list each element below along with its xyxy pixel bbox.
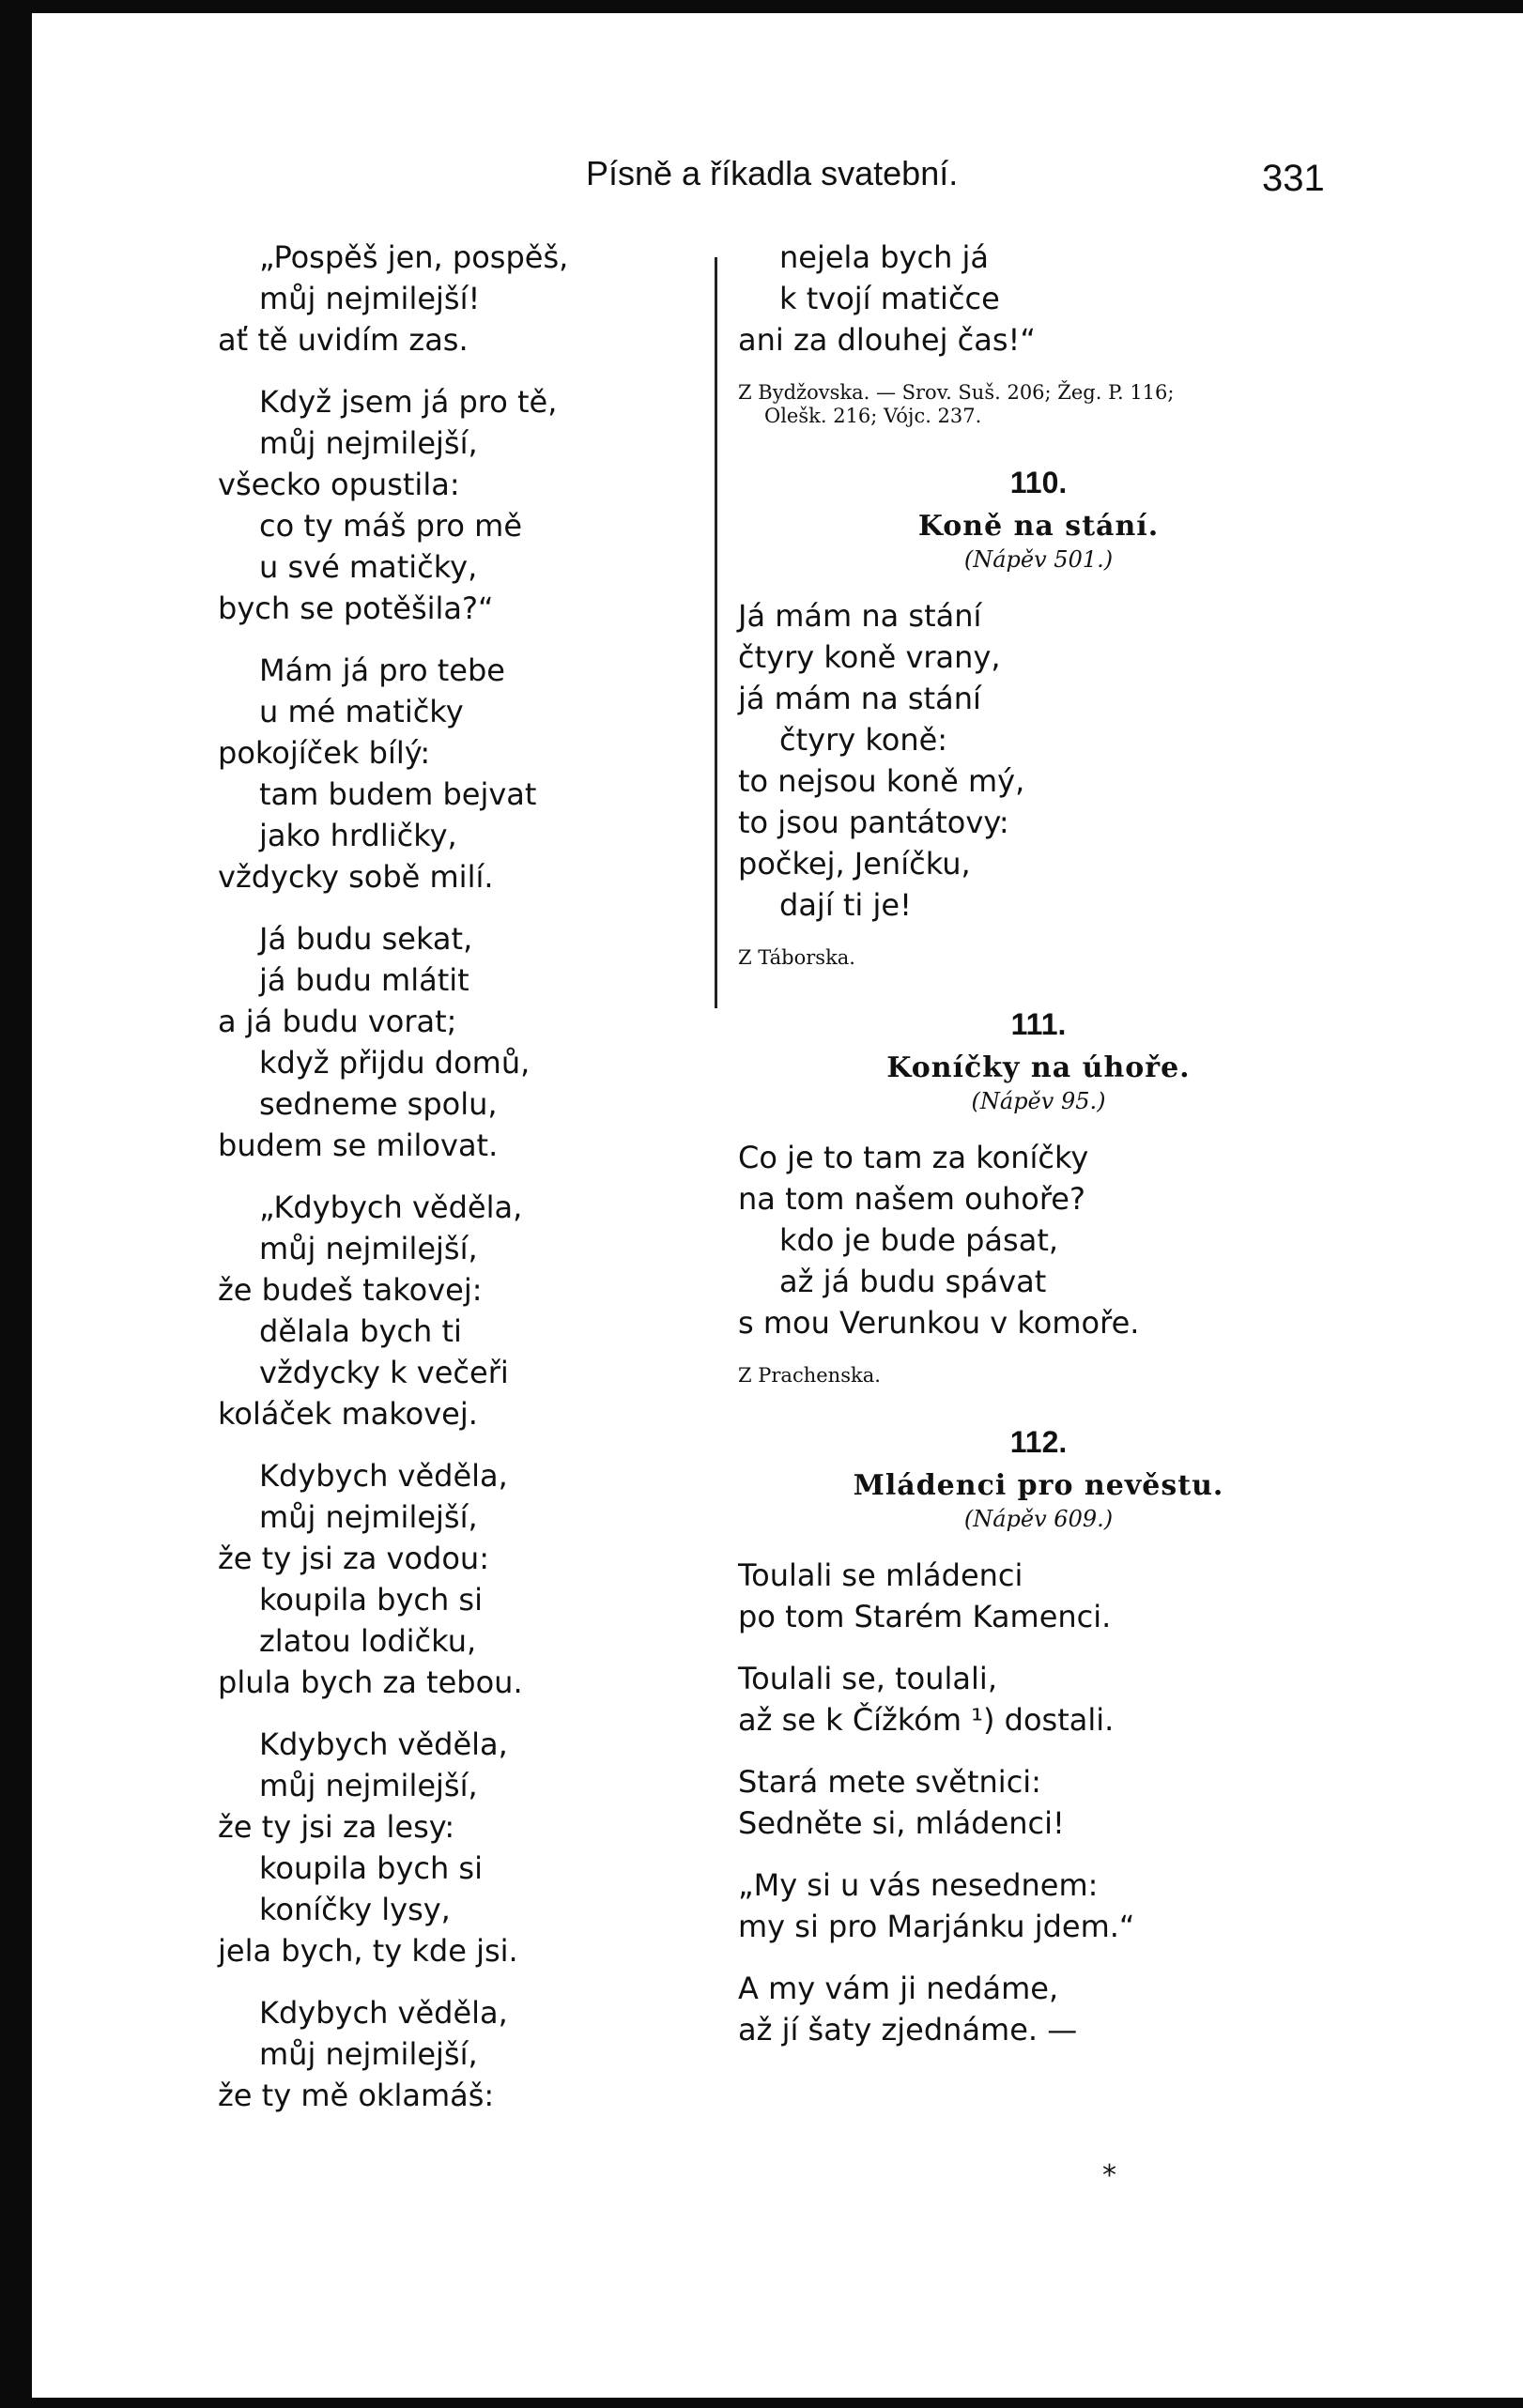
- verse-line: „My si u vás nesednem:: [738, 1867, 1099, 1903]
- verse-line: koupila bych si: [259, 1850, 483, 1886]
- verse-line: můj nejmilejší,: [259, 1231, 478, 1266]
- verse-line: Já mám na stání: [738, 598, 982, 634]
- verse-line: u své matičky,: [259, 549, 478, 585]
- verse-line: u mé matičky: [259, 694, 464, 729]
- verse-line: k tvojí matičce: [779, 281, 1000, 316]
- verse-line: můj nejmilejší,: [259, 1768, 478, 1803]
- verse-line: Sedněte si, mládenci!: [738, 1805, 1065, 1841]
- verse-line: koláček makovej.: [218, 1396, 478, 1432]
- verse-line: to jsou pantátovy:: [738, 805, 1009, 840]
- verse-line: až se k Čížkóm ¹) dostali.: [738, 1702, 1115, 1738]
- stanza: [218, 237, 706, 360]
- source-line: Olešk. 216; Vójc. 237.: [764, 405, 982, 427]
- verse-line: můj nejmilejší,: [259, 425, 478, 461]
- stanza: [218, 918, 706, 1166]
- verse-line: Toulali se mládenci: [738, 1557, 1023, 1593]
- verse-line: až já budu spávat: [779, 1264, 1047, 1299]
- verse-line: „Pospěš jen, pospěš,: [259, 239, 569, 275]
- verse-line: A my vám ji nedáme,: [738, 1971, 1059, 2006]
- stanza: [738, 595, 1339, 926]
- verse-line: Kdybych věděla,: [259, 1995, 508, 2031]
- verse-line: já budu mlátit: [259, 962, 469, 998]
- verse-line: čtyry koně:: [779, 722, 948, 758]
- source-note: [738, 1364, 1339, 1388]
- source-line: Z Bydžovska. — Srov. Suš. 206; Žeg. P. 116;: [738, 381, 1175, 404]
- song-title: Koníčky na úhoře.: [886, 1051, 1191, 1084]
- verse-line: Když jsem já pro tě,: [259, 384, 558, 420]
- verse-line: ať tě uvidím zas.: [218, 322, 469, 358]
- stanza: [218, 1724, 706, 1971]
- stanza: [218, 381, 706, 629]
- verse-line: ani za dlouhej čas!“: [738, 322, 1036, 358]
- song-title: Koně na stání.: [917, 510, 1160, 543]
- verse-line: vždycky sobě milí.: [218, 859, 494, 895]
- column-divider: [715, 257, 717, 1008]
- verse-line: to nejsou koně mý,: [738, 763, 1025, 799]
- verse-line: a já budu vorat;: [218, 1004, 457, 1039]
- left-column: [218, 237, 706, 2137]
- verse-line: že ty jsi za lesy:: [218, 1809, 455, 1845]
- verse-line: jako hrdličky,: [259, 818, 457, 853]
- source-line: Z Prachenska.: [738, 1364, 881, 1387]
- verse-line: pokojíček bílý:: [218, 735, 431, 771]
- verse-line: nejela bych já: [779, 239, 990, 275]
- stanza: [738, 1555, 1339, 1637]
- verse-line: Mám já pro tebe: [259, 652, 505, 688]
- source-note: [738, 381, 1339, 428]
- verse-line: koupila bych si: [259, 1582, 483, 1618]
- stanza: [738, 1864, 1339, 1947]
- verse-line: dělala bych ti: [259, 1313, 462, 1349]
- verse-line: můj nejmilejší,: [259, 2036, 478, 2072]
- song-number: 112.: [1009, 1425, 1068, 1459]
- verse-line: jela bych, ty kde jsi.: [218, 1933, 518, 1969]
- stanza: [738, 1761, 1339, 1844]
- melody-reference: (Nápěv 501.): [963, 546, 1114, 573]
- verse-line: po tom Starém Kamenci.: [738, 1599, 1112, 1634]
- verse-line: kdo je bude pásat,: [779, 1222, 1059, 1258]
- verse-line: můj nejmilejší,: [259, 1499, 478, 1535]
- verse-line: zlatou lodičku,: [259, 1623, 477, 1659]
- page-header: [32, 154, 1523, 210]
- verse-line: všecko opustila:: [218, 467, 460, 502]
- verse-line: co ty máš pro mě: [259, 508, 522, 544]
- verse-line: že ty mě oklamáš:: [218, 2078, 495, 2113]
- verse-line: Kdybych věděla,: [259, 1726, 508, 1762]
- verse-line: na tom našem ouhoře?: [738, 1181, 1085, 1217]
- stanza: [218, 1455, 706, 1703]
- verse-line: počkej, Jeníčku,: [738, 846, 971, 882]
- source-line: Z Táborska.: [738, 946, 855, 969]
- stanza-continuation: [738, 237, 1339, 360]
- verse-line: sedneme spolu,: [259, 1086, 498, 1122]
- verse-line: „Kdybych věděla,: [259, 1189, 523, 1225]
- verse-line: budem se milovat.: [218, 1127, 499, 1163]
- verse-line: čtyry koně vrany,: [738, 639, 1001, 675]
- verse-line: Stará mete světnici:: [738, 1764, 1041, 1800]
- source-note: [738, 946, 1339, 970]
- verse-line: tam budem bejvat: [259, 776, 537, 812]
- song-title: Mládenci pro nevěstu.: [853, 1469, 1224, 1502]
- melody-reference: (Nápěv 95.): [971, 1088, 1106, 1114]
- running-title: Písně a říkadla svatební.: [586, 154, 959, 192]
- right-column: [738, 237, 1339, 2071]
- melody-reference: (Nápěv 609.): [963, 1506, 1114, 1532]
- stanza: [738, 1137, 1339, 1343]
- verse-line: koníčky lysy,: [259, 1892, 451, 1927]
- stanza: [218, 1187, 706, 1434]
- stanza: [218, 650, 706, 897]
- verse-line: že budeš takovej:: [218, 1272, 483, 1308]
- verse-line: vždycky k večeři: [259, 1355, 509, 1390]
- stanza: [218, 1992, 706, 2116]
- verse-line: můj nejmilejší!: [259, 281, 481, 316]
- verse-line: my si pro Marjánku jdem.“: [738, 1909, 1135, 1944]
- verse-line: Já budu sekat,: [259, 921, 473, 957]
- verse-line: Toulali se, toulali,: [738, 1661, 997, 1696]
- verse-line: že ty jsi za vodou:: [218, 1541, 489, 1576]
- stanza: [738, 1968, 1339, 2050]
- end-mark: *: [1102, 2159, 1116, 2192]
- verse-line: dají ti je!: [779, 887, 912, 923]
- verse-line: Kdybych věděla,: [259, 1458, 508, 1494]
- song-number: 111.: [1010, 1007, 1067, 1041]
- page-number: 331: [1262, 158, 1325, 199]
- verse-line: plula bych za tebou.: [218, 1664, 523, 1700]
- verse-line: bych se potěšila?“: [218, 590, 494, 626]
- verse-line: já mám na stání: [738, 681, 981, 716]
- stanza: [738, 1658, 1339, 1741]
- song-number: 110.: [1009, 466, 1068, 499]
- verse-line: Co je to tam za koníčky: [738, 1140, 1089, 1175]
- verse-line: když přijdu domů,: [259, 1045, 531, 1081]
- verse-line: s mou Verunkou v komoře.: [738, 1305, 1140, 1341]
- verse-line: až jí šaty zjednáme. —: [738, 2012, 1078, 2048]
